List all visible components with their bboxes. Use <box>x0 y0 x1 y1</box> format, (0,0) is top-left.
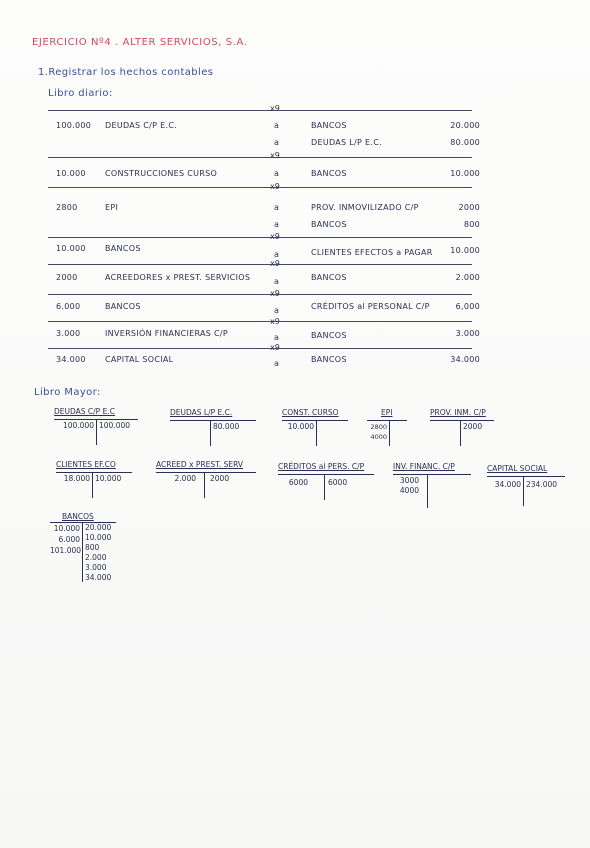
journal-row <box>48 302 488 318</box>
t-account <box>56 460 132 500</box>
debit-amount: 10.000 <box>56 244 86 253</box>
journal-separator <box>48 264 472 265</box>
x9-marker: x9 <box>270 289 280 298</box>
exercise-title: EJERCICIO Nº4 . ALTER SERVICIOS, S.A. <box>32 37 248 48</box>
journal-separator <box>48 187 472 188</box>
journal-separator <box>48 294 472 295</box>
t-account-line <box>460 420 461 446</box>
credit-amount: 3.000 <box>455 329 480 338</box>
t-account-line <box>389 420 390 446</box>
a-connector: a <box>274 138 280 147</box>
credit-account: PROV. INMOVILIZADO C/P <box>311 203 419 212</box>
journal-row <box>48 203 488 219</box>
credit-amount: 2.000 <box>455 273 480 282</box>
t-account-name: PROV. INM. C/P <box>430 408 486 417</box>
credit-amount: 10.000 <box>450 169 480 178</box>
debit-amount: 34.000 <box>56 355 86 364</box>
t-account-name: CAPITAL SOCIAL <box>487 464 548 473</box>
t-account <box>430 408 494 448</box>
t-account <box>156 460 256 500</box>
credit-amount: 6,000 <box>455 302 480 311</box>
debit-amount: 6.000 <box>56 302 81 311</box>
t-account-line <box>324 474 325 500</box>
t-account-debit: 100.000 <box>62 421 94 430</box>
t-account <box>487 464 567 506</box>
instruction-text: 1.Registrar los hechos contables <box>38 67 214 78</box>
t-account-name: CLIENTES EF.CO <box>56 460 116 469</box>
t-account-debit: 34.000 <box>494 480 521 489</box>
t-account-name: INV. FINANC. C/P <box>393 462 455 471</box>
t-account <box>54 407 138 447</box>
t-account-line <box>430 420 494 421</box>
debit-account: DEUDAS C/P E.C. <box>105 121 178 130</box>
debit-account: CONSTRUCCIONES CURSO <box>105 169 218 178</box>
t-account-name: ACREED x PREST. SERV <box>156 460 244 469</box>
t-account <box>50 512 120 584</box>
journal-row <box>48 121 488 137</box>
a-connector: a <box>274 220 280 229</box>
debit-account: INVERSIÓN FINANCIERAS C/P <box>105 329 229 338</box>
t-account-line <box>487 476 565 477</box>
credit-account: BANCOS <box>311 121 347 130</box>
t-account <box>278 462 374 502</box>
journal-row <box>48 169 488 185</box>
debit-amount: 100.000 <box>56 121 92 130</box>
t-account-credit: 20.000 10.000 800 2.000 3.000 34.000 <box>85 523 112 582</box>
credit-account: DEUDAS L/P E.C. <box>311 138 382 147</box>
journal-separator <box>48 157 472 158</box>
debit-account: CAPITAL SOCIAL <box>105 355 174 364</box>
t-account-credit: 10.000 <box>95 474 122 483</box>
x9-marker: x9 <box>270 232 280 241</box>
debit-account: EPI <box>105 203 119 212</box>
a-connector: a <box>274 359 280 368</box>
debit-amount: 2800 <box>56 203 78 212</box>
t-account-name: CONST. CURSO <box>282 408 339 417</box>
t-account-credit: 234.000 <box>526 480 558 489</box>
t-account <box>282 408 348 448</box>
t-account-name: BANCOS <box>62 512 94 521</box>
a-connector: a <box>274 277 280 286</box>
credit-account: BANCOS <box>311 355 347 364</box>
credit-account: BANCOS <box>311 273 347 282</box>
t-account-line <box>82 522 83 582</box>
t-account-debit: 2.000 <box>174 474 196 483</box>
journal-row <box>48 329 488 345</box>
journal-separator <box>48 348 472 349</box>
t-account-debit: 2800 4000 <box>370 423 387 441</box>
t-account-line <box>170 420 256 421</box>
t-account-line <box>56 472 132 473</box>
debit-account: ACREEDORES x PREST. SERVICIOS <box>105 273 251 282</box>
t-account-line <box>367 420 407 421</box>
x9-marker: x9 <box>270 104 280 113</box>
a-connector: a <box>274 169 280 178</box>
t-account-line <box>92 472 93 498</box>
journal-row <box>48 355 488 371</box>
credit-amount: 10.000 <box>450 246 480 255</box>
t-account-name: DEUDAS C/P E.C <box>54 407 115 416</box>
credit-amount: 2000 <box>458 203 480 212</box>
t-account-name: CRÉDITOS al PERS. C/P <box>278 462 365 471</box>
x9-marker: x9 <box>270 259 280 268</box>
credit-account: CRÉDITOS al PERSONAL C/P <box>311 302 430 311</box>
a-connector: a <box>274 306 280 315</box>
a-connector: a <box>274 250 280 259</box>
t-account-debit: 6000 <box>288 478 308 487</box>
debit-amount: 10.000 <box>56 169 86 178</box>
credit-amount: 20.000 <box>450 121 480 130</box>
t-account <box>393 462 471 510</box>
credit-account: BANCOS <box>311 331 347 340</box>
debit-account: BANCOS <box>105 302 141 311</box>
credit-amount: 800 <box>463 220 480 229</box>
a-connector: a <box>274 203 280 212</box>
t-account-line <box>210 420 211 446</box>
t-account-credit: 100.000 <box>99 421 131 430</box>
t-account-credit: 6000 <box>328 478 348 487</box>
credit-amount: 80.000 <box>450 138 480 147</box>
journal-separator <box>48 321 472 322</box>
t-account-line <box>393 474 471 475</box>
credit-amount: 34.000 <box>450 355 480 364</box>
journal-separator <box>48 237 472 238</box>
x9-marker: x9 <box>270 151 280 160</box>
t-account-name: DEUDAS L/P E.C. <box>170 408 233 417</box>
journal-separator <box>48 110 472 111</box>
t-account-line <box>427 474 428 508</box>
journal-row <box>48 220 488 236</box>
debit-account: BANCOS <box>105 244 141 253</box>
t-account <box>367 408 407 448</box>
t-account-line <box>96 419 97 445</box>
x9-marker: x9 <box>270 182 280 191</box>
x9-marker: x9 <box>270 317 280 326</box>
a-connector: a <box>274 333 280 342</box>
libro-mayor-label: Libro Mayor: <box>34 387 101 398</box>
credit-account: BANCOS <box>311 220 347 229</box>
t-account <box>170 408 256 448</box>
a-connector: a <box>274 121 280 130</box>
credit-account: BANCOS <box>311 169 347 178</box>
t-account-name: EPI <box>381 408 393 417</box>
t-account-debit: 10.000 6.000 101.000 <box>50 524 82 555</box>
libro-diario-label: Libro diario: <box>48 88 113 99</box>
t-account-line <box>278 474 374 475</box>
t-account-line <box>204 472 205 498</box>
t-account-debit: 10.000 <box>287 422 314 431</box>
debit-amount: 2000 <box>56 273 78 282</box>
journal-row <box>48 138 488 154</box>
t-account-line <box>316 420 317 446</box>
debit-amount: 3.000 <box>56 329 81 338</box>
t-account-line <box>156 472 256 473</box>
t-account-debit: 3000 4000 <box>399 476 419 495</box>
t-account-line <box>523 476 524 506</box>
t-account-credit: 2000 <box>210 474 230 483</box>
x9-marker: x9 <box>270 343 280 352</box>
credit-account: CLIENTES EFECTOS a PAGAR <box>311 248 433 257</box>
journal-row <box>48 273 488 289</box>
t-account-line <box>282 420 348 421</box>
journal-row <box>48 244 488 260</box>
t-account-debit: 18.000 <box>63 474 90 483</box>
t-account-credit: 2000 <box>463 422 483 431</box>
t-account-credit: 80.000 <box>213 422 240 431</box>
